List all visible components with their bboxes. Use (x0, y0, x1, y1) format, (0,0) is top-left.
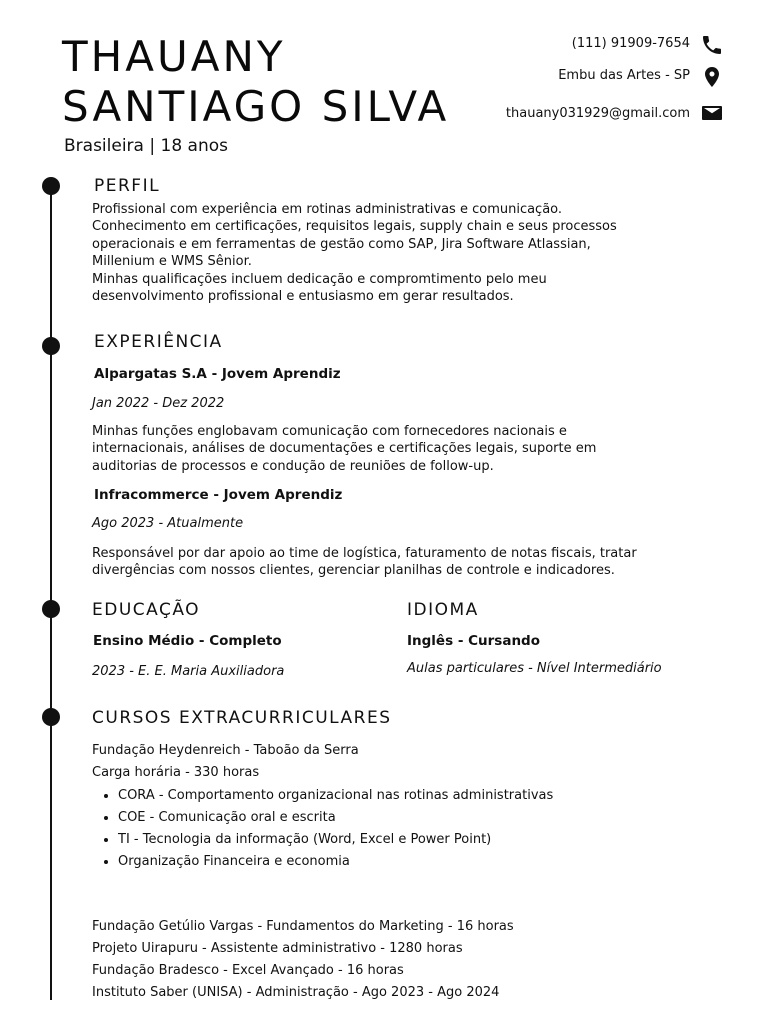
list-item: • TI - Tecnologia da informação (Word, Excel e Power Point) (118, 829, 558, 851)
job-title: Infracommerce - Jovem Aprendiz (94, 487, 343, 503)
location-pin-icon (700, 65, 724, 89)
education-title: Ensino Médio - Completo (93, 633, 282, 649)
language-title: Inglês - Cursando (407, 633, 540, 649)
job-description-line: internacionais, análises de documentações e certificações legais, suporte em (92, 441, 597, 457)
timeline-dot-experiencia (42, 337, 60, 355)
list-item: Projeto Uirapuru - Assistente administrativo - 1280 horas (92, 941, 463, 956)
education-heading: EDUCAÇÃO (92, 600, 201, 620)
job-description-line: auditorias de processos e condução de reuniões de follow-up. (92, 458, 494, 474)
courses-other-list (92, 916, 514, 1004)
courses-bullet-list (92, 785, 558, 873)
courses-intro-line: Fundação Heydenreich - Taboão da Serra (92, 743, 359, 758)
nationality-age: Brasileira | 18 anos (64, 136, 228, 156)
name-line-2: SANTIAGO SILVA (62, 82, 450, 131)
courses-intro-line: Carga horária - 330 horas (92, 765, 260, 780)
job-description-line: divergências com nossos clientes, gerenciar planilhas de controle e indicadores. (92, 563, 615, 579)
timeline-dot-perfil (42, 177, 60, 195)
contact-phone: (111) 91909-7654 (571, 36, 690, 51)
job-description-line: Minhas funções englobavam comunicação com fornecedores nacionais e (92, 424, 567, 439)
profile-line: Minhas qualificações incluem dedicação e compromtimento pelo meu (92, 271, 547, 287)
list-item: • CORA - Comportamento organizacional nas rotinas administrativas (118, 785, 558, 807)
job-title: Alpargatas S.A - Jovem Aprendiz (94, 366, 341, 382)
profile-text (92, 201, 692, 305)
contact-location: Embu das Artes - SP (558, 68, 690, 83)
profile-heading: PERFIL (94, 176, 161, 196)
phone-icon (700, 33, 724, 57)
list-item: Instituto Saber (UNISA) - Administração - Ago 2023 - Ago 2024 (92, 985, 500, 1000)
courses-intro (92, 740, 359, 784)
contact-email[interactable]: thauany031929@gmail.com (505, 106, 690, 121)
profile-line: Profissional com experiência em rotinas administrativas e comunicação. (92, 202, 563, 217)
list-item: • COE - Comunicação oral e escrita (118, 807, 558, 829)
name-line-1: THAUANY (62, 32, 286, 81)
job-description-line: Responsável por dar apoio ao time de logística, faturamento de notas fiscais, tratar (92, 546, 637, 561)
job-period: Jan 2022 - Dez 2022 (92, 396, 225, 411)
language-detail: Aulas particulares - Nível Intermediário (407, 661, 662, 676)
list-item: Fundação Bradesco - Excel Avançado - 16 horas (92, 963, 404, 978)
profile-line: desenvolvimento profissional e entusiasmo em gerar resultados. (92, 289, 514, 305)
experience-heading: EXPERIÊNCIA (94, 332, 223, 352)
envelope-icon (700, 101, 724, 125)
language-heading: IDIOMA (407, 600, 479, 620)
job-description (92, 423, 692, 475)
list-item: • Organização Financeira e economia (118, 851, 558, 873)
profile-line: Conhecimento em certificações, requisitos legais, supply chain e seus processos (92, 219, 617, 235)
profile-line: Millenium e WMS Sênior. (92, 254, 252, 270)
timeline-dot-cursos (42, 708, 60, 726)
timeline-dot-educacao (42, 600, 60, 618)
resume-name (62, 32, 449, 132)
profile-line: operacionais e em ferramentas de gestão como SAP, Jira Software Atlassian, (92, 236, 591, 252)
courses-heading: CURSOS EXTRACURRICULARES (92, 708, 392, 728)
job-description (92, 545, 692, 580)
job-period: Ago 2023 - Atualmente (92, 516, 244, 531)
education-detail: 2023 - E. E. Maria Auxiliadora (92, 664, 285, 679)
list-item: Fundação Getúlio Vargas - Fundamentos do Marketing - 16 horas (92, 919, 514, 934)
timeline-line (50, 186, 52, 1000)
